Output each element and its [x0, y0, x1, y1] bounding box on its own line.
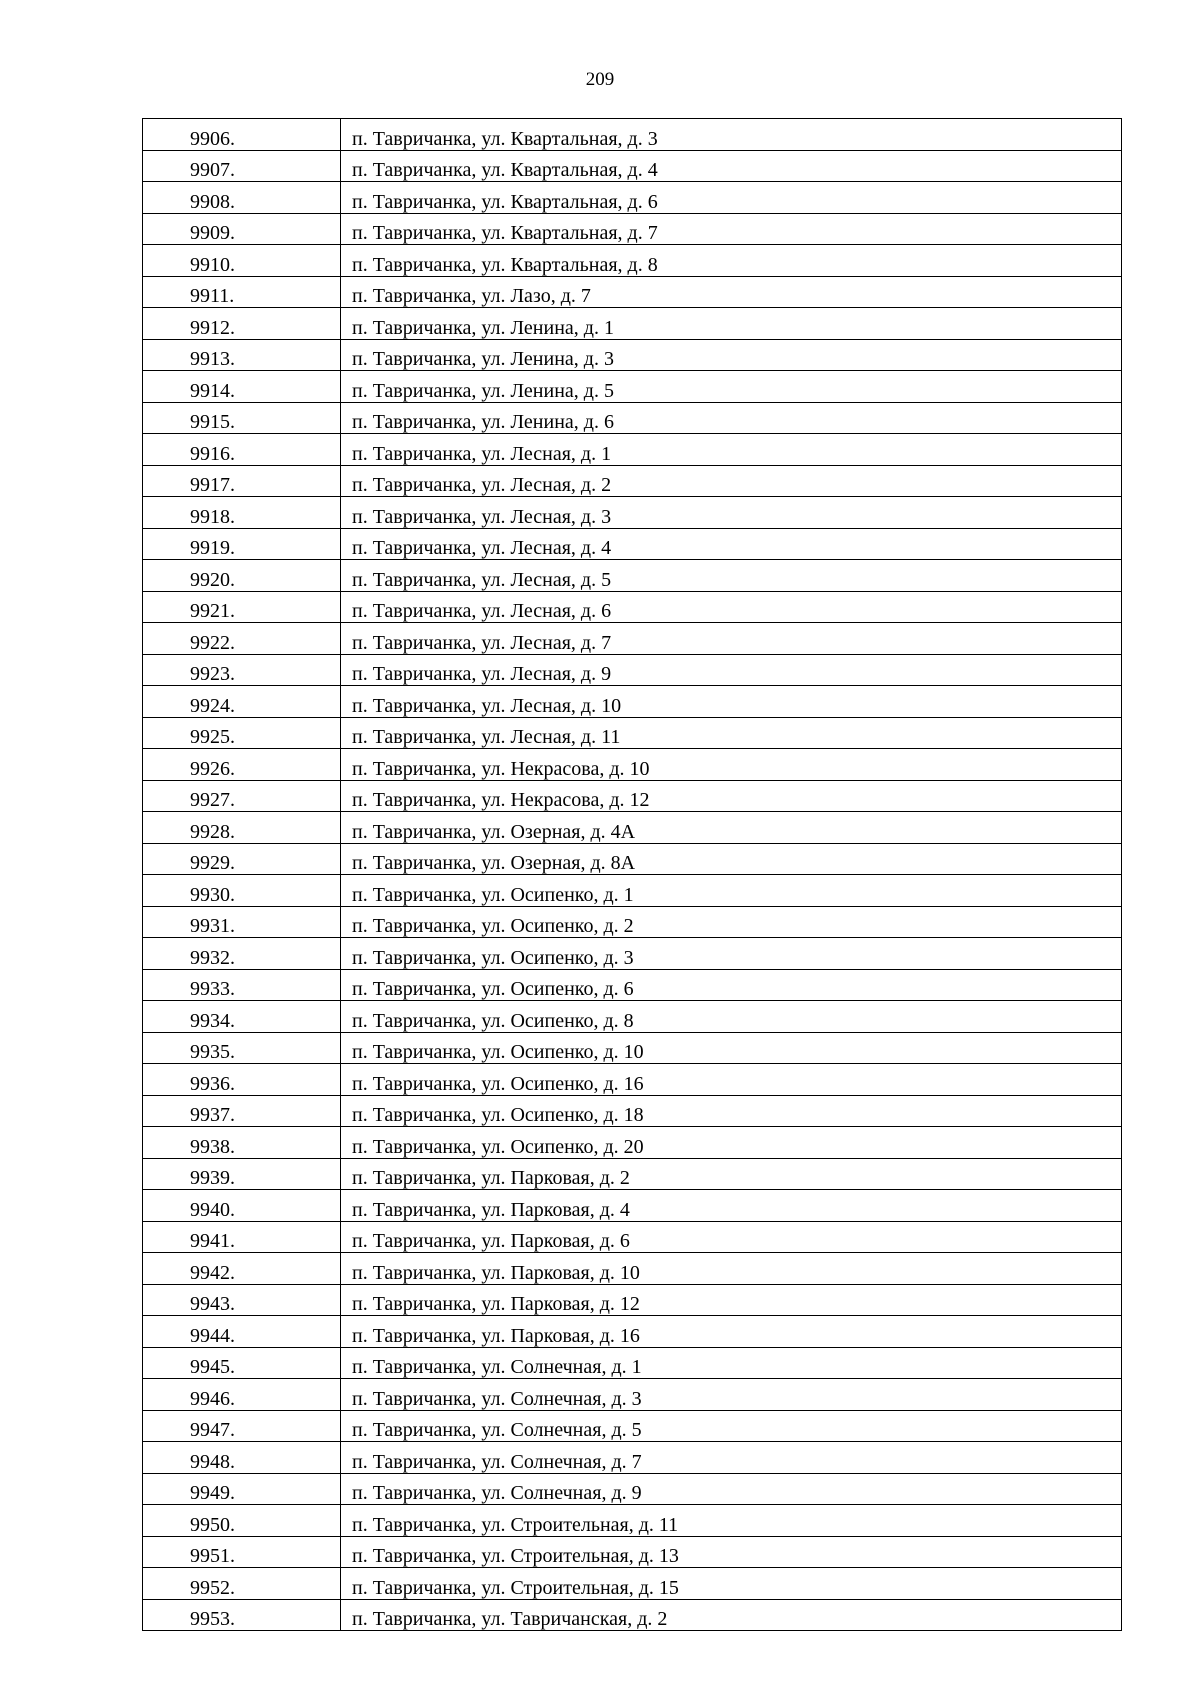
address-cell: п. Тавричанка, ул. Озерная, д. 4А: [341, 812, 1122, 844]
table-row: [143, 434, 1122, 466]
table-row: [143, 245, 1122, 277]
row-number-cell: 9946.: [143, 1379, 341, 1411]
address-cell: п. Тавричанка, ул. Строительная, д. 15: [341, 1568, 1122, 1600]
address-table-body: [143, 119, 1122, 1631]
row-number-cell: 9917.: [143, 465, 341, 497]
table-row: [143, 276, 1122, 308]
row-number-cell: 9927.: [143, 780, 341, 812]
address-cell: п. Тавричанка, ул. Лесная, д. 9: [341, 654, 1122, 686]
table-row: [143, 1253, 1122, 1285]
row-number-cell: 9949.: [143, 1473, 341, 1505]
row-number-cell: 9908.: [143, 182, 341, 214]
row-number-cell: 9952.: [143, 1568, 341, 1600]
row-number-cell: 9906.: [143, 119, 341, 151]
table-row: [143, 1001, 1122, 1033]
table-row: [143, 119, 1122, 151]
address-cell: п. Тавричанка, ул. Осипенко, д. 3: [341, 938, 1122, 970]
row-number-cell: 9916.: [143, 434, 341, 466]
row-number-cell: 9913.: [143, 339, 341, 371]
row-number-cell: 9953.: [143, 1599, 341, 1631]
row-number-cell: 9925.: [143, 717, 341, 749]
row-number-cell: 9931.: [143, 906, 341, 938]
address-cell: п. Тавричанка, ул. Тавричанская, д. 2: [341, 1599, 1122, 1631]
address-cell: п. Тавричанка, ул. Ленина, д. 1: [341, 308, 1122, 340]
table-row: [143, 1505, 1122, 1537]
row-number-cell: 9935.: [143, 1032, 341, 1064]
address-cell: п. Тавричанка, ул. Ленина, д. 5: [341, 371, 1122, 403]
table-row: [143, 1032, 1122, 1064]
row-number-cell: 9948.: [143, 1442, 341, 1474]
table-row: [143, 654, 1122, 686]
table-row: [143, 686, 1122, 718]
address-cell: п. Тавричанка, ул. Лесная, д. 6: [341, 591, 1122, 623]
row-number-cell: 9929.: [143, 843, 341, 875]
address-cell: п. Тавричанка, ул. Солнечная, д. 9: [341, 1473, 1122, 1505]
table-row: [143, 402, 1122, 434]
row-number-cell: 9907.: [143, 150, 341, 182]
address-cell: п. Тавричанка, ул. Осипенко, д. 16: [341, 1064, 1122, 1096]
table-row: [143, 1379, 1122, 1411]
address-cell: п. Тавричанка, ул. Парковая, д. 16: [341, 1316, 1122, 1348]
row-number-cell: 9947.: [143, 1410, 341, 1442]
table-row: [143, 1473, 1122, 1505]
table-row: [143, 717, 1122, 749]
table-row: [143, 308, 1122, 340]
address-cell: п. Тавричанка, ул. Лесная, д. 11: [341, 717, 1122, 749]
table-row: [143, 1095, 1122, 1127]
address-cell: п. Тавричанка, ул. Озерная, д. 8А: [341, 843, 1122, 875]
address-cell: п. Тавричанка, ул. Лазо, д. 7: [341, 276, 1122, 308]
table-row: [143, 1347, 1122, 1379]
row-number-cell: 9950.: [143, 1505, 341, 1537]
table-row: [143, 938, 1122, 970]
address-cell: п. Тавричанка, ул. Солнечная, д. 3: [341, 1379, 1122, 1411]
row-number-cell: 9940.: [143, 1190, 341, 1222]
table-row: [143, 969, 1122, 1001]
row-number-cell: 9945.: [143, 1347, 341, 1379]
row-number-cell: 9909.: [143, 213, 341, 245]
row-number-cell: 9937.: [143, 1095, 341, 1127]
row-number-cell: 9933.: [143, 969, 341, 1001]
page-number: 209: [585, 69, 615, 90]
table-row: [143, 1221, 1122, 1253]
table-row: [143, 1599, 1122, 1631]
row-number-cell: 9910.: [143, 245, 341, 277]
row-number-cell: 9943.: [143, 1284, 341, 1316]
row-number-cell: 9911.: [143, 276, 341, 308]
address-cell: п. Тавричанка, ул. Парковая, д. 6: [341, 1221, 1122, 1253]
row-number-cell: 9928.: [143, 812, 341, 844]
address-cell: п. Тавричанка, ул. Строительная, д. 13: [341, 1536, 1122, 1568]
row-number-cell: 9934.: [143, 1001, 341, 1033]
address-cell: п. Тавричанка, ул. Квартальная, д. 6: [341, 182, 1122, 214]
address-cell: п. Тавричанка, ул. Осипенко, д. 18: [341, 1095, 1122, 1127]
address-cell: п. Тавричанка, ул. Строительная, д. 11: [341, 1505, 1122, 1537]
row-number-cell: 9912.: [143, 308, 341, 340]
row-number-cell: 9924.: [143, 686, 341, 718]
address-cell: п. Тавричанка, ул. Солнечная, д. 1: [341, 1347, 1122, 1379]
address-cell: п. Тавричанка, ул. Лесная, д. 5: [341, 560, 1122, 592]
row-number-cell: 9942.: [143, 1253, 341, 1285]
address-cell: п. Тавричанка, ул. Лесная, д. 7: [341, 623, 1122, 655]
table-row: [143, 1442, 1122, 1474]
table-row: [143, 1410, 1122, 1442]
row-number-cell: 9919.: [143, 528, 341, 560]
address-cell: п. Тавричанка, ул. Квартальная, д. 7: [341, 213, 1122, 245]
address-cell: п. Тавричанка, ул. Парковая, д. 12: [341, 1284, 1122, 1316]
address-cell: п. Тавричанка, ул. Лесная, д. 1: [341, 434, 1122, 466]
table-row: [143, 1158, 1122, 1190]
address-table: [142, 118, 1122, 1631]
row-number-cell: 9941.: [143, 1221, 341, 1253]
row-number-cell: 9920.: [143, 560, 341, 592]
row-number-cell: 9939.: [143, 1158, 341, 1190]
address-cell: п. Тавричанка, ул. Квартальная, д. 8: [341, 245, 1122, 277]
address-cell: п. Тавричанка, ул. Некрасова, д. 12: [341, 780, 1122, 812]
table-row: [143, 182, 1122, 214]
table-row: [143, 1190, 1122, 1222]
table-row: [143, 906, 1122, 938]
address-cell: п. Тавричанка, ул. Ленина, д. 3: [341, 339, 1122, 371]
address-cell: п. Тавричанка, ул. Осипенко, д. 20: [341, 1127, 1122, 1159]
table-row: [143, 1536, 1122, 1568]
row-number-cell: 9926.: [143, 749, 341, 781]
row-number-cell: 9918.: [143, 497, 341, 529]
address-cell: п. Тавричанка, ул. Квартальная, д. 3: [341, 119, 1122, 151]
table-row: [143, 1284, 1122, 1316]
table-row: [143, 843, 1122, 875]
table-row: [143, 1316, 1122, 1348]
address-cell: п. Тавричанка, ул. Осипенко, д. 1: [341, 875, 1122, 907]
address-cell: п. Тавричанка, ул. Осипенко, д. 6: [341, 969, 1122, 1001]
row-number-cell: 9944.: [143, 1316, 341, 1348]
address-cell: п. Тавричанка, ул. Осипенко, д. 2: [341, 906, 1122, 938]
table-row: [143, 1127, 1122, 1159]
table-row: [143, 560, 1122, 592]
address-cell: п. Тавричанка, ул. Осипенко, д. 10: [341, 1032, 1122, 1064]
table-row: [143, 528, 1122, 560]
table-row: [143, 812, 1122, 844]
address-cell: п. Тавричанка, ул. Солнечная, д. 5: [341, 1410, 1122, 1442]
table-row: [143, 591, 1122, 623]
address-cell: п. Тавричанка, ул. Парковая, д. 10: [341, 1253, 1122, 1285]
address-cell: п. Тавричанка, ул. Ленина, д. 6: [341, 402, 1122, 434]
row-number-cell: 9938.: [143, 1127, 341, 1159]
row-number-cell: 9951.: [143, 1536, 341, 1568]
row-number-cell: 9923.: [143, 654, 341, 686]
address-cell: п. Тавричанка, ул. Парковая, д. 2: [341, 1158, 1122, 1190]
row-number-cell: 9922.: [143, 623, 341, 655]
address-cell: п. Тавричанка, ул. Лесная, д. 4: [341, 528, 1122, 560]
table-row: [143, 875, 1122, 907]
address-cell: п. Тавричанка, ул. Осипенко, д. 8: [341, 1001, 1122, 1033]
address-cell: п. Тавричанка, ул. Парковая, д. 4: [341, 1190, 1122, 1222]
row-number-cell: 9930.: [143, 875, 341, 907]
row-number-cell: 9932.: [143, 938, 341, 970]
table-row: [143, 1568, 1122, 1600]
row-number-cell: 9915.: [143, 402, 341, 434]
table-row: [143, 213, 1122, 245]
address-cell: п. Тавричанка, ул. Лесная, д. 10: [341, 686, 1122, 718]
table-row: [143, 749, 1122, 781]
table-row: [143, 497, 1122, 529]
row-number-cell: 9914.: [143, 371, 341, 403]
table-row: [143, 623, 1122, 655]
address-cell: п. Тавричанка, ул. Лесная, д. 3: [341, 497, 1122, 529]
table-row: [143, 1064, 1122, 1096]
table-row: [143, 780, 1122, 812]
table-row: [143, 150, 1122, 182]
table-row: [143, 339, 1122, 371]
row-number-cell: 9936.: [143, 1064, 341, 1096]
address-cell: п. Тавричанка, ул. Лесная, д. 2: [341, 465, 1122, 497]
row-number-cell: 9921.: [143, 591, 341, 623]
address-cell: п. Тавричанка, ул. Солнечная, д. 7: [341, 1442, 1122, 1474]
table-row: [143, 465, 1122, 497]
address-cell: п. Тавричанка, ул. Некрасова, д. 10: [341, 749, 1122, 781]
table-row: [143, 371, 1122, 403]
address-cell: п. Тавричанка, ул. Квартальная, д. 4: [341, 150, 1122, 182]
